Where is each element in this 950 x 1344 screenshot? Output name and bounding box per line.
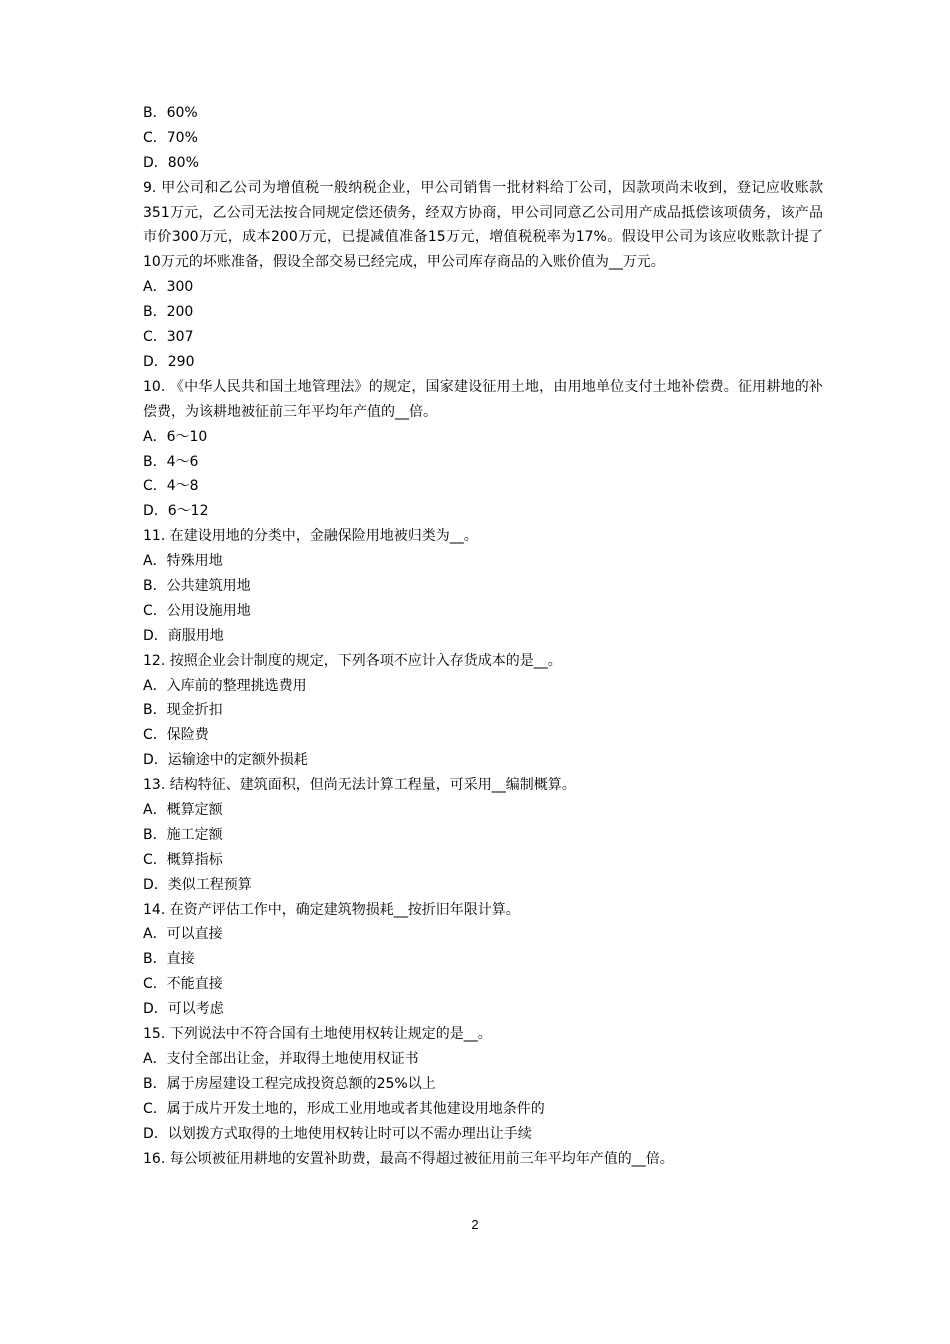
option-line: C．概算指标 — [143, 851, 223, 868]
option-line: B．200 — [143, 304, 194, 321]
option-line: B．现金折扣 — [143, 702, 223, 719]
option-line: C．307 — [143, 329, 194, 346]
question-9: 9. 甲公司和乙公司为增值税一般纳税企业，甲公司销售一批材料给丁公司，因款项尚未收到，登记应收账款351万元，乙公司无法按合同规定偿还债务，经双方协商，甲公司同意乙公司用产成品抵偿该项债务，该产品市价300万元，成本200万元，已提减值准备15万元，增值税税率为17%。假设甲公司为该应收账款计提了10万元的坏账准备，假设全部交易已经完成，甲公司库存商品的入账价值为__万元。 — [143, 179, 823, 271]
option-line: C．属于成片开发土地的，形成工业用地或者其他建设用地条件的 — [143, 1100, 545, 1117]
option-line: C．公用设施用地 — [143, 602, 251, 619]
option-line: A．入库前的整理挑选费用 — [143, 677, 307, 694]
option-line: D．6～12 — [143, 503, 209, 520]
option-line: A．概算定额 — [143, 802, 223, 819]
option-line: A．支付全部出让金，并取得土地使用权证书 — [143, 1050, 419, 1067]
document-body — [143, 101, 823, 1171]
option-line: B．属于房屋建设工程完成投资总额的25%以上 — [143, 1075, 436, 1092]
option-line: D．可以考虑 — [143, 1001, 224, 1018]
option-line: D．80% — [143, 154, 199, 171]
option-line: C．保险费 — [143, 727, 209, 744]
option-line: A．6～10 — [143, 428, 208, 445]
option-line: B．施工定额 — [143, 826, 223, 843]
question-16: 16. 每公顷被征用耕地的安置补助费，最高不得超过被征用前三年平均年产值的__倍。 — [143, 1150, 674, 1167]
option-line: A．300 — [143, 279, 194, 296]
option-line: D．运输途中的定额外损耗 — [143, 752, 308, 769]
question-10: 10. 《中华人民共和国土地管理法》的规定，国家建设征用土地，由用地单位支付土地补偿费。征用耕地的补偿费，为该耕地被征前三年平均年产值的__倍。 — [143, 378, 823, 420]
page-number: 2 — [471, 1217, 479, 1232]
option-line: C．不能直接 — [143, 976, 223, 993]
option-line: B．直接 — [143, 951, 195, 968]
option-line: D．商服用地 — [143, 627, 224, 644]
option-line: B．公共建筑用地 — [143, 578, 251, 595]
option-line: D．以划拨方式取得的土地使用权转让时可以不需办理出让手续 — [143, 1125, 532, 1142]
option-line: B．4～6 — [143, 453, 199, 470]
option-line: A．可以直接 — [143, 926, 223, 943]
question-14: 14. 在资产评估工作中，确定建筑物损耗__按折旧年限计算。 — [143, 901, 520, 918]
question-13: 13. 结构特征、建筑面积，但尚无法计算工程量，可采用__编制概算。 — [143, 777, 576, 794]
option-line: A．特殊用地 — [143, 553, 223, 570]
option-line: D．290 — [143, 353, 195, 370]
question-12: 12. 按照企业会计制度的规定，下列各项不应计入存货成本的是__。 — [143, 652, 562, 669]
option-line: D．类似工程预算 — [143, 876, 252, 893]
question-11: 11. 在建设用地的分类中，金融保险用地被归类为__。 — [143, 528, 478, 545]
question-15: 15. 下列说法中不符合国有土地使用权转让规定的是__。 — [143, 1026, 492, 1043]
option-line: C．70% — [143, 129, 198, 146]
option-line: B．60% — [143, 105, 198, 121]
option-line: C．4～8 — [143, 478, 199, 495]
